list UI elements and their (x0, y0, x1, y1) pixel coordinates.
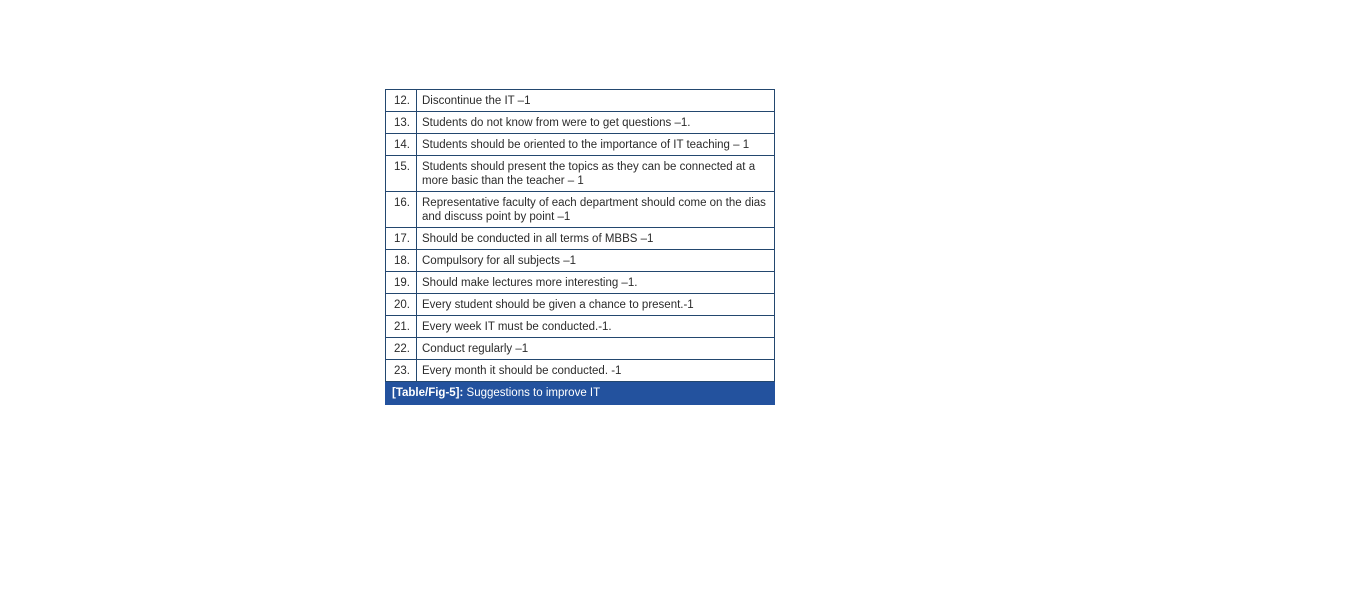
table-caption (385, 382, 775, 405)
row-number: 17. (386, 228, 417, 250)
table-row (386, 272, 775, 294)
row-text: Every week IT must be conducted.-1. (417, 316, 775, 338)
table-row (386, 90, 775, 112)
row-text: Conduct regularly –1 (417, 338, 775, 360)
row-number: 20. (386, 294, 417, 316)
row-text: Students do not know from were to get questions –1. (417, 112, 775, 134)
row-text: Students should be oriented to the importance of IT teaching – 1 (417, 134, 775, 156)
suggestions-table-figure (385, 89, 775, 405)
row-text: Compulsory for all subjects –1 (417, 250, 775, 272)
row-text: Should make lectures more interesting –1. (417, 272, 775, 294)
table-row (386, 250, 775, 272)
row-number: 16. (386, 192, 417, 228)
caption-label: [Table/Fig-5]: (392, 387, 464, 399)
row-number: 18. (386, 250, 417, 272)
row-text: Representative faculty of each department should come on the dias and discuss point by point –1 (417, 192, 775, 228)
row-number: 19. (386, 272, 417, 294)
table-row (386, 192, 775, 228)
row-text: Every month it should be conducted. -1 (417, 360, 775, 382)
table-row (386, 156, 775, 192)
row-text: Students should present the topics as they can be connected at a more basic than the teacher – 1 (417, 156, 775, 192)
row-text: Discontinue the IT –1 (417, 90, 775, 112)
row-number: 22. (386, 338, 417, 360)
suggestions-table (385, 89, 775, 382)
table-row (386, 316, 775, 338)
table-row (386, 112, 775, 134)
row-number: 14. (386, 134, 417, 156)
table-row (386, 338, 775, 360)
row-text: Every student should be given a chance to present.-1 (417, 294, 775, 316)
table-row (386, 360, 775, 382)
row-number: 13. (386, 112, 417, 134)
row-number: 12. (386, 90, 417, 112)
table-row (386, 294, 775, 316)
row-number: 15. (386, 156, 417, 192)
table-row (386, 228, 775, 250)
row-number: 23. (386, 360, 417, 382)
row-text: Should be conducted in all terms of MBBS –1 (417, 228, 775, 250)
caption-text: Suggestions to improve IT (463, 387, 601, 399)
table-row (386, 134, 775, 156)
row-number: 21. (386, 316, 417, 338)
